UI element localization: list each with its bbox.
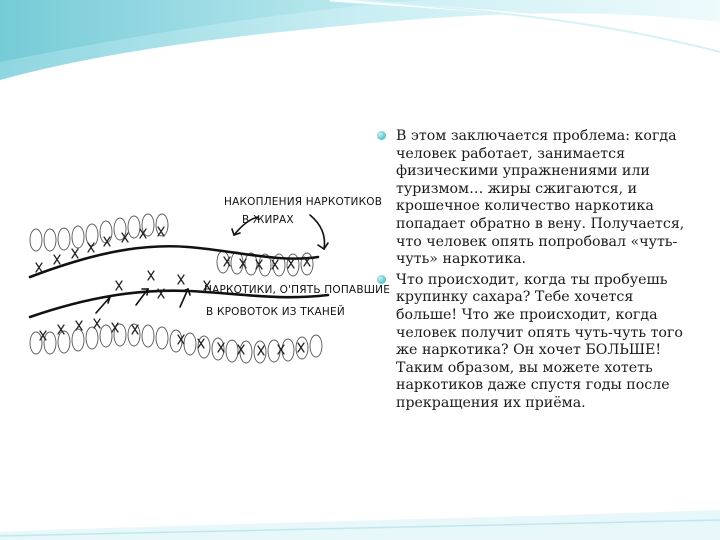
illustration-label-mid-line1: НАРКОТИКИ, О'ПЯТЬ ПОПАВШИЕ bbox=[204, 284, 391, 296]
bullet-dot-icon bbox=[377, 131, 386, 140]
illustration-label-top-line1: НАКОПЛЕНИЯ НАРКОТИКОВ bbox=[224, 196, 383, 208]
body-text-box bbox=[376, 128, 686, 416]
bullet-item-2 bbox=[376, 272, 686, 413]
bullet-text-1: В этом заключается проблема: когда человек работает, занимается физическими упражнениями или туризмом… жиры сжигаются, и крошечное количество наркотика попадает обратно в вену. Получается, что человек опять попробовал «чуть-чуть» наркотика. bbox=[396, 128, 685, 268]
illustration-label-top-line2: В ЖИРАХ bbox=[242, 214, 294, 226]
bullet-dot-icon bbox=[377, 275, 386, 284]
bottom-wave-decoration bbox=[0, 480, 720, 540]
bullet-item-1 bbox=[376, 128, 686, 269]
drug-accumulation-illustration bbox=[28, 185, 391, 385]
illustration-label-mid-line2: В КРОВОТОК ИЗ ТКАНЕЙ bbox=[206, 306, 345, 318]
bullet-list bbox=[376, 128, 686, 413]
top-wave-decoration bbox=[0, 0, 720, 110]
bullet-text-2: Что происходит, когда ты пробуешь крупинку сахара? Тебе хочется больше! Что же происходит, когда человек получит опять чуть-чуть того же наркотика? Он хочет БОЛЬШЕ! Таким образом, вы можете хотеть наркотиков даже спустя годы после прекращения их приёма. bbox=[396, 271, 683, 411]
